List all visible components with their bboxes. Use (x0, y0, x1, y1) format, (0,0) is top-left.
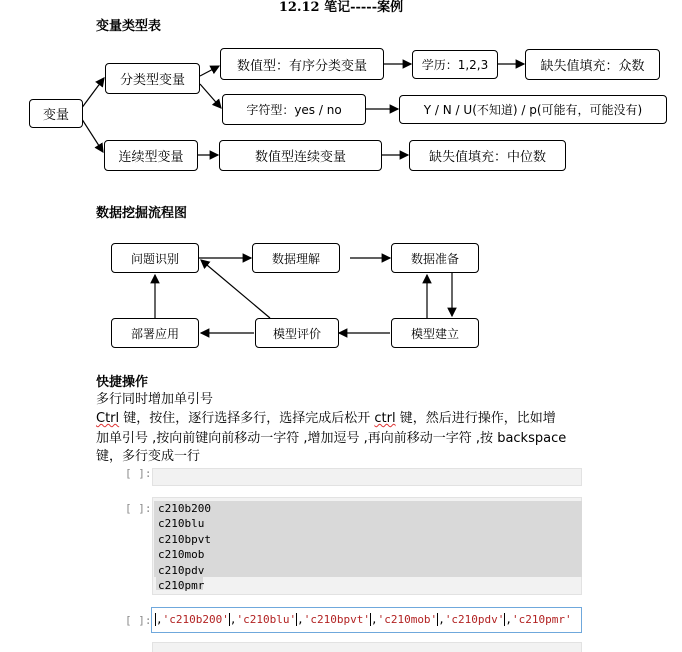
shortcut-subheading: 多行同时增加单引号 (96, 392, 214, 407)
string-token: 'c210blu' (236, 613, 297, 626)
node-character: 字符型：yes / no (222, 94, 366, 125)
string-token: 'c210b200' (162, 613, 229, 626)
code-line: c210bpvt (158, 532, 211, 546)
step-prepare: 数据准备 (391, 243, 479, 273)
string-token: 'c210bpvt' (303, 613, 370, 626)
mining-flow-heading: 数据挖掘流程图 (96, 206, 188, 221)
node-variable: 变量 (29, 99, 83, 128)
notebook-cell-partial[interactable] (152, 468, 582, 486)
cell-2-code[interactable]: ,'c210b200','c210blu','c210bpvt','c210mob','c210pdv','c210pmr' (156, 613, 572, 626)
shortcut-heading: 快捷操作 (96, 375, 149, 390)
step-build: 模型建立 (391, 318, 479, 348)
node-numeric-continuous: 数值型连续变量 (219, 140, 382, 171)
shortcut-line-2: 加单引号 ,按向前键向前移动一字符 ,增加逗号 ,再向前移动一字符 ,按 backspace (96, 431, 567, 446)
code-line: c210mob (158, 548, 205, 562)
node-character-example: Y / N / U(不知道) / p(可能有，可能没有) (399, 95, 667, 124)
ctrl-keyword-2: ctrl (374, 411, 396, 426)
step-evaluate: 模型评价 (255, 318, 339, 348)
step-identify: 问题识别 (111, 243, 199, 273)
string-token: 'c210pmr' (512, 613, 572, 626)
step-deploy: 部署应用 (111, 318, 199, 348)
node-categorical: 分类型变量 (105, 63, 200, 94)
node-median-fill: 缺失值填充：中位数 (409, 140, 566, 171)
code-line: c210b200 (158, 502, 211, 515)
node-ordinal: 数值型：有序分类变量 (220, 48, 384, 80)
notebook-cell-partial-bottom[interactable] (152, 642, 582, 652)
shortcut-text-a: 键，按住，逐行选择多行，选择完成后松开 (119, 411, 375, 426)
cell-1-code[interactable] (158, 501, 211, 593)
node-ordinal-example: 学历：1,2,3 (412, 50, 498, 79)
code-line: c210pdv (158, 563, 205, 577)
shortcut-line-3: 键，多行变成一行 (96, 449, 201, 464)
notebook-screenshot (123, 468, 582, 652)
string-token: 'c210pdv' (444, 613, 505, 626)
ctrl-keyword: Ctrl (96, 411, 120, 426)
node-continuous: 连续型变量 (104, 140, 198, 171)
code-line: c210pmr (158, 579, 205, 593)
code-line: c210blu (158, 517, 205, 531)
notebook-cell-1[interactable] (152, 497, 582, 595)
node-mode-fill: 缺失值填充：众数 (525, 49, 660, 80)
string-token: 'c210mob' (377, 613, 438, 626)
arrow-categorical-ordinal (200, 66, 219, 76)
cell-prompt-2: [ ]: (125, 614, 152, 627)
selection-highlight-block (154, 501, 582, 577)
notebook-cell-2-active[interactable] (151, 607, 582, 633)
shortcut-line-1 (96, 410, 616, 428)
cell-prompt-top: [ ]: (125, 468, 152, 480)
shortcut-text-b: 键，然后进行操作，比如增 (395, 411, 556, 426)
variable-type-heading: 变量类型表 (96, 19, 162, 34)
cell-prompt-1: [ ]: (125, 502, 152, 515)
arrow-categorical-character (200, 84, 221, 108)
step-understand: 数据理解 (252, 243, 340, 273)
page-title: 12.12 笔记-----案例 (278, 0, 404, 15)
